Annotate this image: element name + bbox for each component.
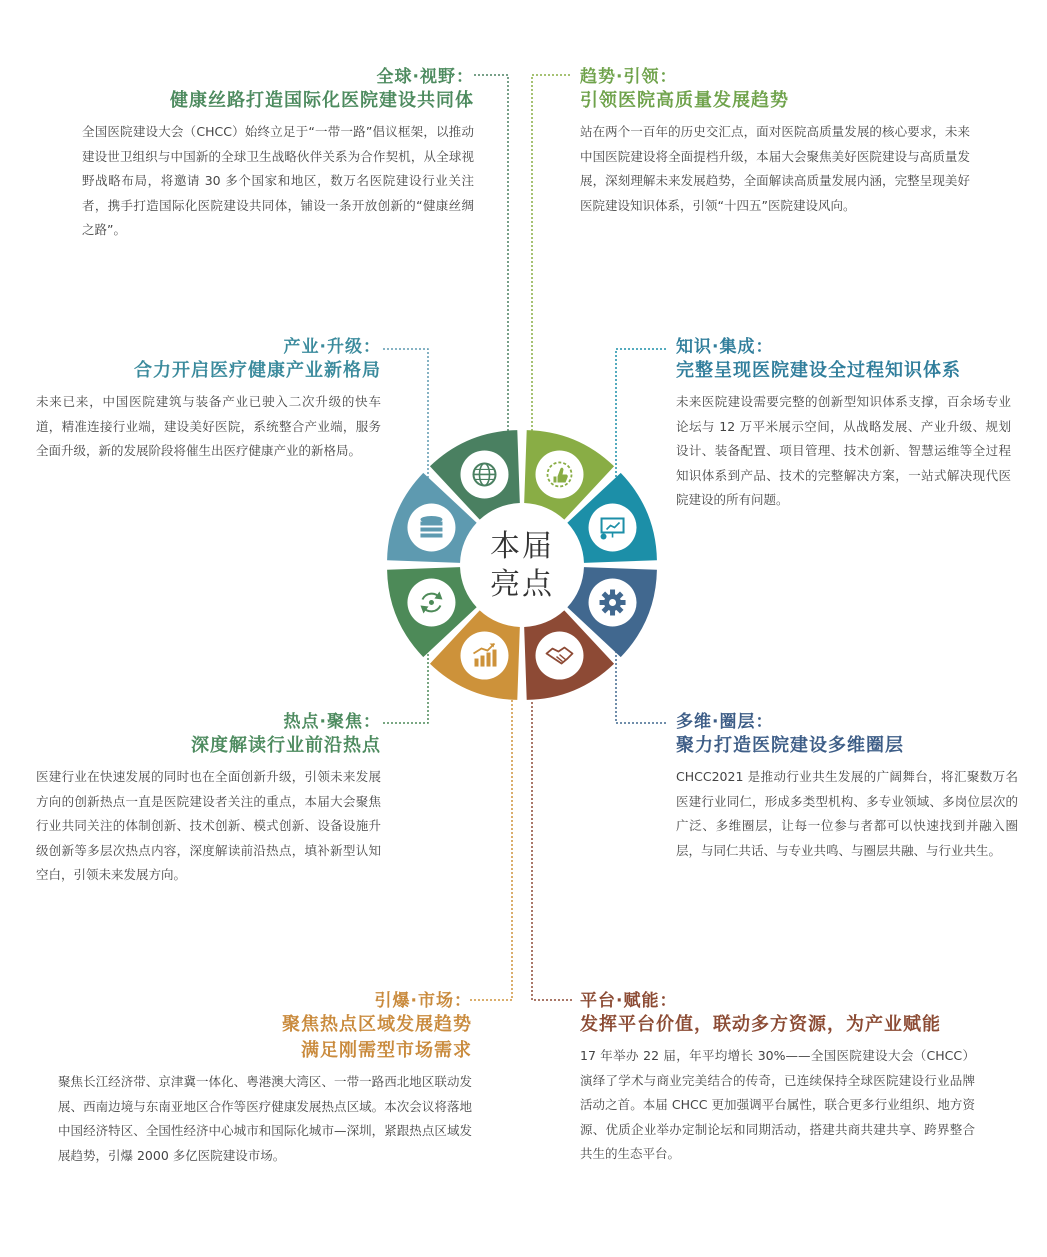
petal-board-disc — [589, 503, 637, 551]
center-title-line1: 本届 — [490, 529, 554, 564]
block-knowledge-heading: 完整呈现医院建设全过程知识体系 — [676, 360, 961, 381]
connector-platform — [532, 700, 572, 1000]
block-industry-heading: 合力开启医疗健康产业新格局 — [134, 360, 381, 381]
block-hotspot — [36, 711, 381, 888]
block-market — [58, 990, 472, 1168]
block-global-heading: 健康丝路打造国际化医院建设共同体 — [170, 90, 474, 111]
block-industry-body: 未来已来，中国医院建筑与装备产业已驶入二次升级的快车道，精准连接行业端，建设美好医院，系统整合产业端，服务全面升级，新的发展阶段将催生出医疗健康产业的新格局。 — [36, 394, 381, 458]
petal-handshake-disc — [536, 632, 584, 680]
block-market-heading: 聚焦热点区域发展趋势 — [282, 1014, 472, 1035]
block-global — [82, 66, 474, 243]
block-market-heading2: 满足刚需型市场需求 — [301, 1040, 472, 1061]
block-hotspot-heading: 深度解读行业前沿热点 — [191, 735, 381, 756]
connector-industry — [383, 349, 428, 478]
center-title-line2: 亮点 — [490, 567, 554, 602]
block-circle-body: CHCC2021 是推动行业共生发展的广阔舞台，将汇聚数万名医建行业同仁，形成多类型机构、多专业领域、多岗位层次的广泛、多维圈层，让每一位参与者都可以快速找到并融入圈层，与同仁共话、与专业共鸣、与圈层共融、与行业共生。 — [676, 769, 1018, 858]
block-circle — [676, 711, 1018, 863]
block-trend — [580, 66, 970, 218]
block-knowledge-label: 知识·集成： — [676, 337, 774, 357]
block-industry — [36, 336, 381, 464]
block-platform-label: 平台·赋能： — [580, 991, 678, 1011]
block-knowledge-body: 未来医院建设需要完整的创新型知识体系支撑，百余场专业论坛与 12 万平米展示空间，从战略发展、产业升级、规划设计、装备配置、项目管理、技术创新、智慧运维等全过程知识体系到产品、技术的完整解决方案，一站式解决现代医院建设的所有问题。 — [676, 394, 1011, 507]
block-global-body: 全国医院建设大会（CHCC）始终立足于“一带一路”倡议框架，以推动建设世卫组织与中国新的全球卫生战略伙伴关系为合作契机，从全球视野战略布局，将邀请 30 多个国家和地区，数万名医院建设行业关注者，携手打造国际化医院建设共同体，铺设一条开放创新的“健康丝绸之路”。 — [82, 124, 474, 237]
block-hotspot-body: 医建行业在快速发展的同时也在全面创新升级，引领未来发展方向的创新热点一直是医院建设者关注的重点，本届大会聚焦行业共同关注的体制创新、技术创新、模式创新、设备设施升级创新等多层次热点内容，深度解读前沿热点，填补新型认知空白，引领未来发展方向。 — [36, 769, 381, 882]
block-circle-label: 多维·圈层： — [676, 712, 774, 732]
block-market-body: 聚焦长江经济带、京津冀一体化、粤港澳大湾区、一带一路西北地区联动发展、西南边境与东南亚地区合作等医疗健康发展热点区域。本次会议将落地中国经济特区、全国性经济中心城市和国际化城市—深圳，紧跟热点区域发展趋势，引爆 2000 多亿医院建设市场。 — [58, 1074, 472, 1163]
connector-trend — [532, 75, 570, 438]
block-platform — [580, 990, 975, 1167]
block-circle-heading: 聚力打造医院建设多维圈层 — [676, 735, 904, 756]
block-trend-label: 趋势·引领： — [580, 67, 678, 87]
block-trend-body: 站在两个一百年的历史交汇点，面对医院高质量发展的核心要求，未来中国医院建设将全面提档升级，本届大会聚焦美好医院建设与高质量发展，深刻理解未来发展趋势，全面解读高质量发展内涵，完整呈现美好医院建设知识体系，引领“十四五”医院建设风向。 — [580, 124, 970, 213]
connector-global — [474, 75, 508, 438]
connector-market — [470, 700, 512, 1000]
block-platform-heading: 发挥平台价值，联动多方资源，为产业赋能 — [580, 1014, 941, 1035]
block-platform-body: 17 年举办 22 届，年平均增长 30%——全国医院建设大会（CHCC）演绎了学术与商业完美结合的传奇，已连续保持全球医院建设行业品牌活动之首。本届 CHCC 更加强调平台属性，联合更多行业组织、地方资源、优质企业举办定制论坛和同期活动，搭建共商共建共享、跨界整合共生的生态平台。 — [580, 1048, 975, 1161]
gear-icon — [600, 590, 626, 616]
block-hotspot-label: 热点·聚焦： — [283, 712, 381, 732]
center-title — [470, 528, 574, 604]
block-industry-label: 产业·升级： — [283, 337, 381, 357]
block-knowledge — [676, 336, 1011, 513]
block-global-label: 全球·视野： — [376, 67, 474, 87]
block-trend-heading: 引领医院高质量发展趋势 — [580, 90, 789, 111]
connector-knowledge — [616, 349, 666, 478]
block-market-label: 引爆·市场： — [374, 991, 472, 1011]
